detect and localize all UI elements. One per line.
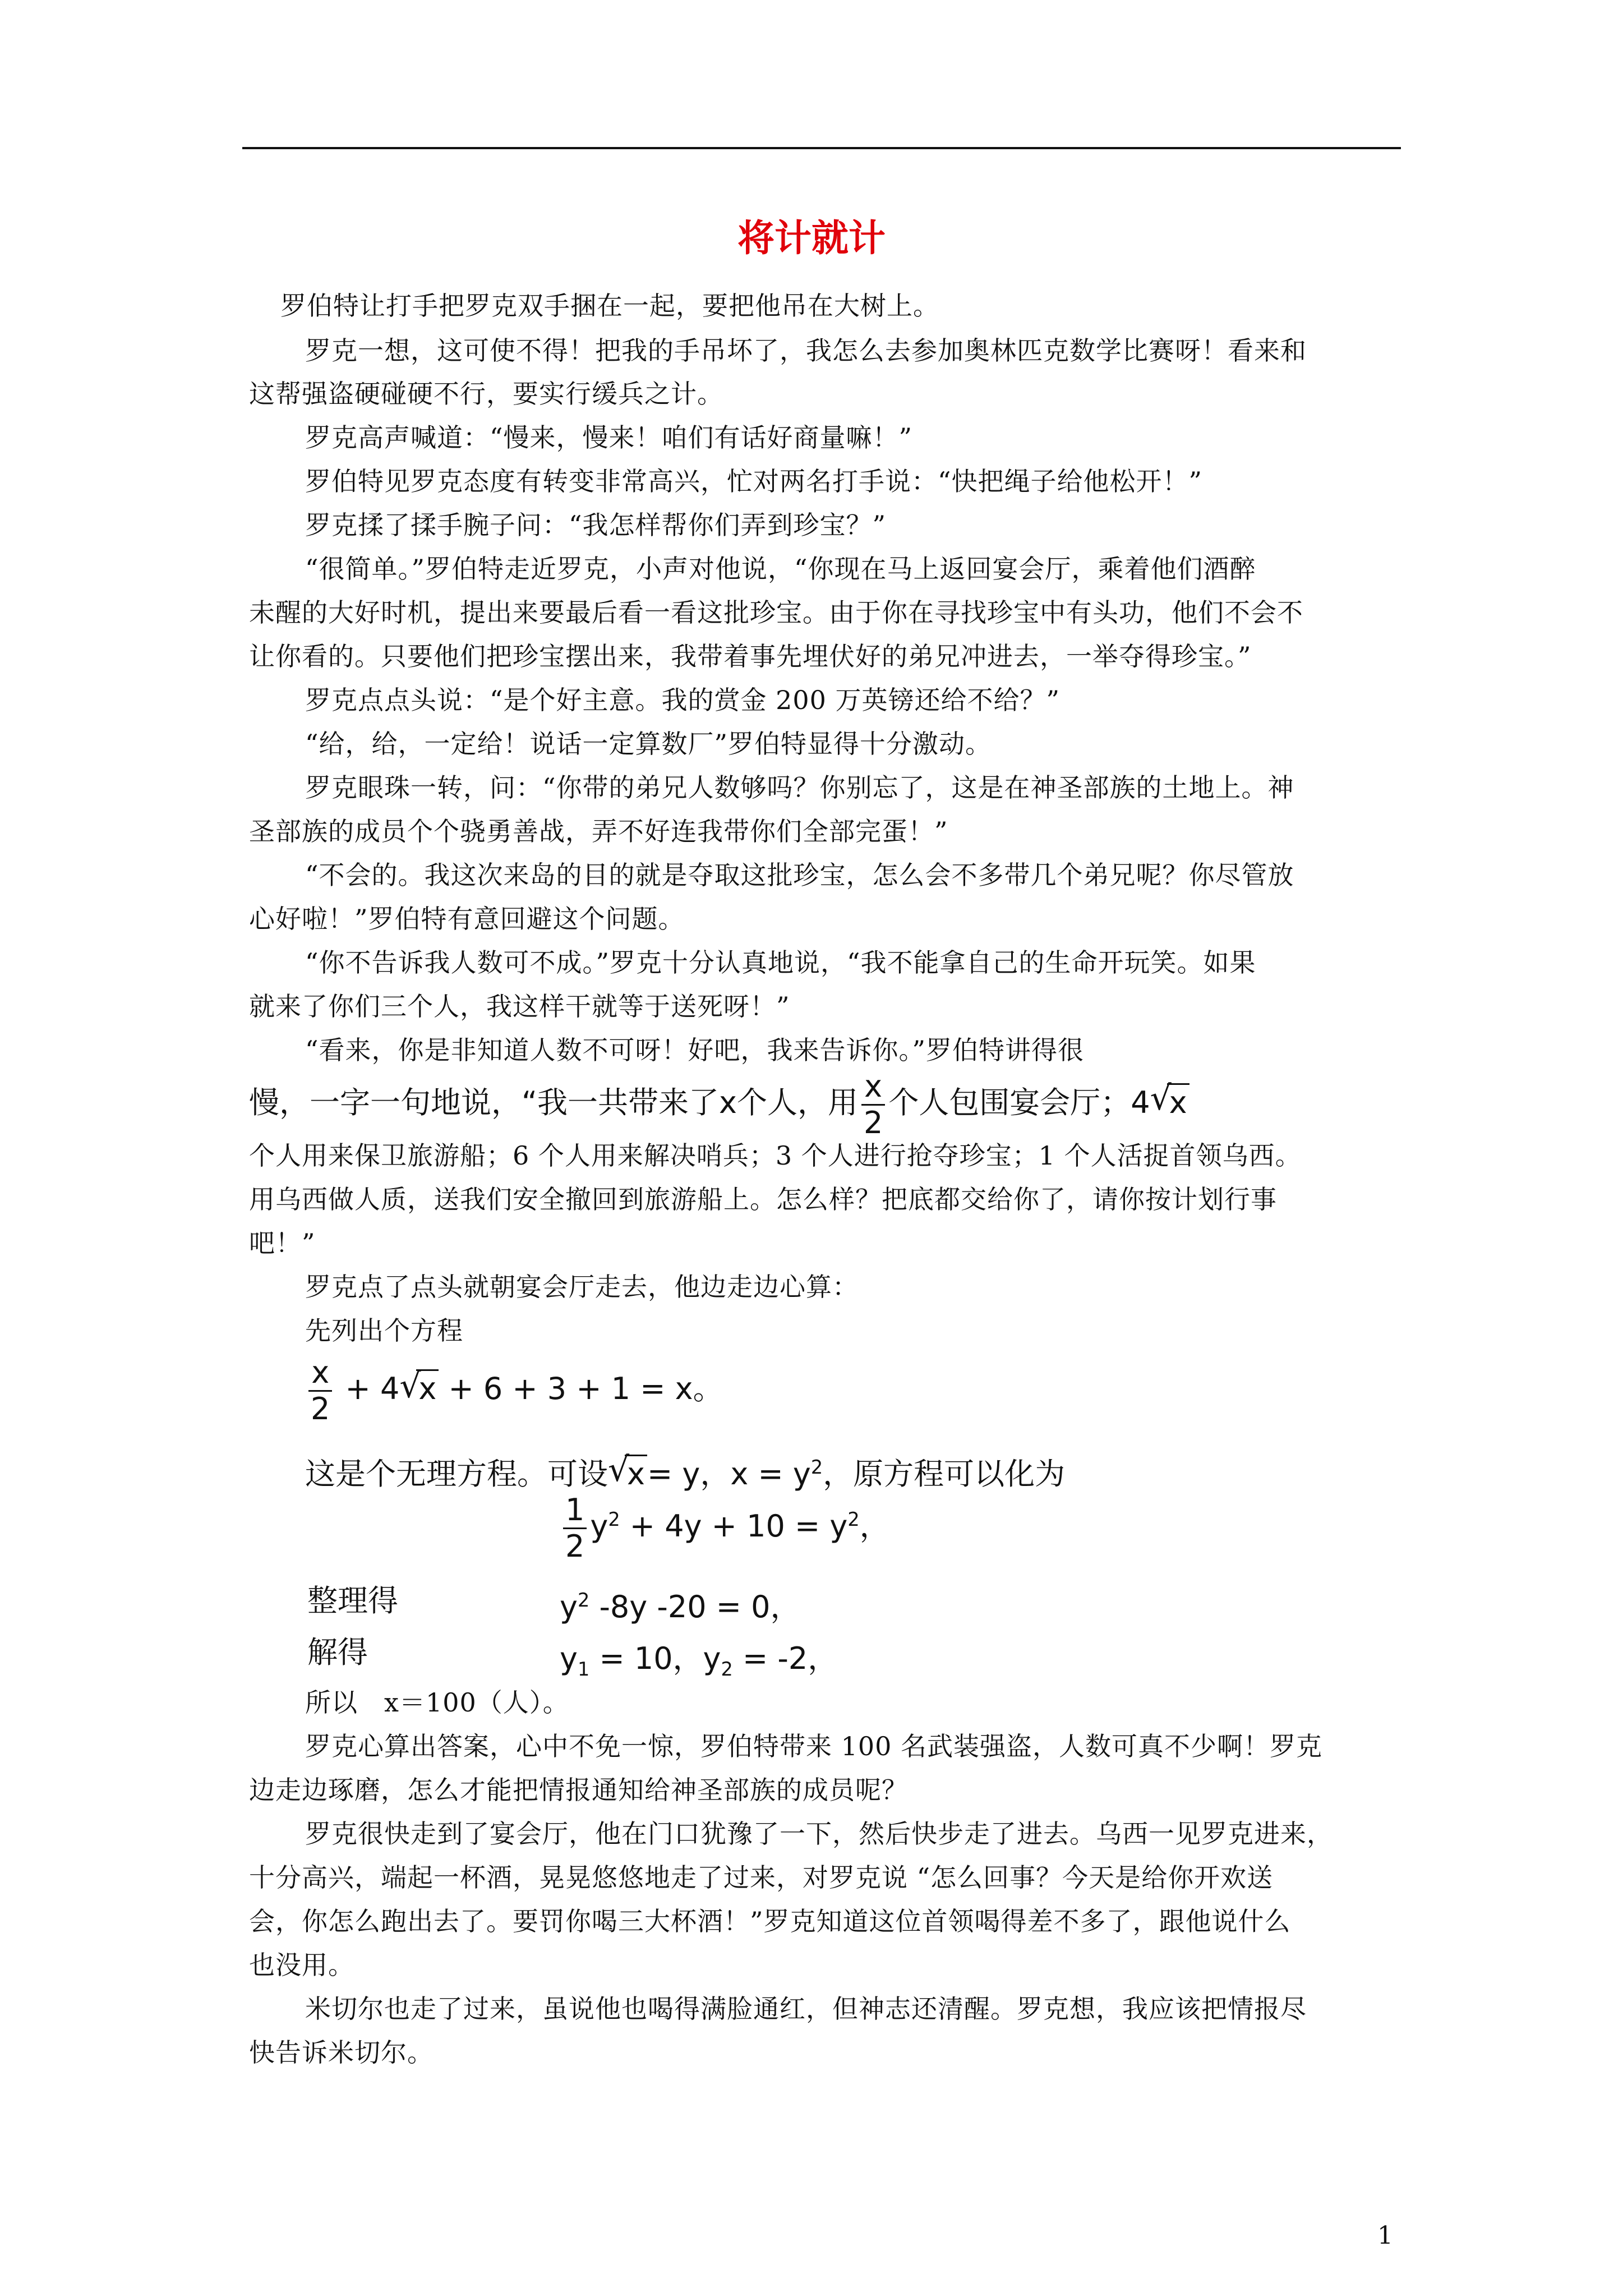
formula-inline-line: [249, 1071, 1189, 1138]
exponent: 2: [810, 1456, 823, 1478]
equation-1: [305, 1355, 723, 1427]
page-title: 将计就计: [737, 217, 886, 260]
text-line: 这帮强盗硬碰硬不行，要实行缓兵之计。: [249, 379, 723, 409]
text-line: 罗克眼珠一转，问：“你带的弟兄人数够吗？你别忘了，这是在神圣部族的土地上。神: [305, 772, 1294, 803]
subscript: 2: [721, 1658, 733, 1680]
text-line: 罗克点了点头就朝宴会厅走去，他边走边心算：: [305, 1272, 859, 1302]
radical-sign: √: [1150, 1079, 1172, 1119]
text-line: 十分高兴，端起一杯酒，晃晃悠悠地走了过来，对罗克说 “怎么回事？今天是给你开欢送: [249, 1862, 1274, 1893]
equation-text: + 6 + 3 + 1 = x。: [448, 1371, 723, 1407]
radical-sign: √: [399, 1366, 421, 1406]
text-line: “不会的。我这次来岛的目的就是夺取这批珍宝，怎么会不多带几个弟兄呢？你尽管放: [305, 860, 1294, 890]
text-line: 先列出个方程: [305, 1315, 463, 1346]
header-rule: [242, 147, 1401, 149]
equation-2: [560, 1492, 890, 1564]
fraction-denominator: 2: [565, 1529, 585, 1564]
equation-text: + 4y + 10 = y: [629, 1508, 848, 1544]
text-line: 罗克高声喊道：“慢来，慢来！咱们有话好商量嘛！”: [305, 422, 913, 453]
equation-text: = -2，: [743, 1641, 838, 1676]
fraction: [563, 1492, 587, 1564]
text-line: 罗伯特让打手把罗克双手捆在一起，要把他吊在大树上。: [280, 291, 939, 321]
text-line: 未醒的大好时机，提出来要最后看一看这批珍宝。由于你在寻找珍宝中有头功，他们不会不: [249, 597, 1303, 628]
equation-text: y: [590, 1508, 608, 1544]
text-line: 罗克点点头说：“是个好主意。我的赏金 200 万英镑还给不给？”: [305, 685, 1061, 715]
text-line: 用乌西做人质，送我们安全撤回到旅游船上。怎么样？把底都交给你了，请你按计划行事: [249, 1184, 1277, 1214]
text-line: “给，给，一定给！说话一定算数厂”罗伯特显得十分激动。: [305, 729, 992, 759]
fraction: [861, 1071, 885, 1138]
inline-text: 个人包围宴会厅；4: [888, 1085, 1150, 1121]
equation-text: + 4: [345, 1371, 400, 1407]
equation-text: = 10，y: [599, 1641, 721, 1676]
exponent: 2: [608, 1508, 620, 1531]
fraction: [308, 1355, 332, 1427]
text-line: “看来，你是非知道人数不可呀！好吧，我来告诉你。”罗伯特讲得很: [305, 1035, 1085, 1065]
radicand: x: [1167, 1083, 1189, 1120]
square-root: [399, 1366, 439, 1407]
radical-sign: √: [608, 1450, 630, 1489]
text-line: 就来了你们三个人，我这样干就等于送死呀！”: [249, 991, 790, 1022]
square-root: [1150, 1079, 1189, 1123]
fraction-denominator: 2: [311, 1391, 330, 1427]
fraction-numerator: x: [861, 1071, 885, 1106]
radicand: x: [625, 1455, 647, 1492]
equation-text: ，原方程可以化为: [823, 1456, 1066, 1492]
equation-3: [560, 1583, 801, 1626]
text-line: 罗克心算出答案，心中不免一惊，罗伯特带来 100 名武装强盗，人数可真不少啊！罗克: [305, 1731, 1323, 1761]
square-root: [608, 1450, 647, 1494]
page-number: 1: [1377, 2221, 1393, 2250]
text-line: 罗克揉了揉手腕子问：“我怎样帮你们弄到珍宝？”: [305, 510, 887, 540]
fraction-numerator: 1: [563, 1495, 587, 1529]
fraction-numerator: x: [308, 1358, 332, 1392]
text-line: 圣部族的成员个个骁勇善战，弄不好连我带你们全部完蛋！”: [249, 816, 948, 846]
equation-text: y: [560, 1589, 578, 1625]
text-line: 让你看的。只要他们把珍宝摆出来，我带着事先埋伏好的弟兄冲进去，一举夺得珍宝。”: [249, 641, 1252, 671]
text-line: 吧！”: [249, 1228, 316, 1258]
radicand: x: [416, 1369, 439, 1406]
text-line: 边走边琢磨，怎么才能把情报通知给神圣部族的成员呢？: [249, 1775, 908, 1805]
exponent: 2: [577, 1589, 590, 1611]
fraction-denominator: 2: [863, 1105, 883, 1140]
text-line: 米切尔也走了过来，虽说他也喝得满脸通红，但神志还清醒。罗克想，我应该把情报尽: [305, 1994, 1307, 2024]
text-line: “很简单。”罗伯特走近罗克，小声对他说，“你现在马上返回宴会厅，乘着他们酒醉: [305, 554, 1256, 584]
label-solve: 解得: [307, 1635, 368, 1670]
equation-text: 这是个无理方程。可设: [305, 1456, 608, 1492]
text-line: 也没用。: [249, 1950, 354, 1980]
equation-text: = y，x = y: [647, 1456, 811, 1492]
equation-text: ，: [859, 1508, 890, 1544]
text-line: 所以 x＝100（人）。: [305, 1687, 569, 1718]
exponent: 2: [847, 1508, 860, 1531]
text-line: 罗克很快走到了宴会厅，他在门口犹豫了一下，然后快步走了进去。乌西一见罗克进来，: [305, 1819, 1333, 1849]
text-line: 罗克一想，这可使不得！把我的手吊坏了，我怎么去参加奥林匹克数学比赛呀！看来和: [305, 335, 1307, 366]
equation-text: y: [560, 1641, 578, 1676]
variable-x: x: [718, 1085, 737, 1121]
label-simplify: 整理得: [307, 1583, 398, 1618]
text-line: 快告诉米切尔。: [249, 2037, 434, 2068]
inline-text: 个人，用: [736, 1085, 858, 1121]
text-line: 罗伯特见罗克态度有转变非常高兴，忙对两名打手说：“快把绳子给他松开！”: [305, 466, 1203, 496]
inline-text: 慢，一字一句地说，“我一共带来了: [249, 1085, 719, 1121]
text-line: “你不告诉我人数可不成。”罗克十分认真地说，“我不能拿自己的生命开玩笑。如果: [305, 947, 1256, 978]
text-line: 会，你怎么跑出去了。要罚你喝三大杯酒！”罗克知道这位首领喝得差不多了，跟他说什么: [249, 1906, 1291, 1936]
text-line: 个人用来保卫旅游船；6 个人用来解决哨兵；3 个人进行抢夺珍宝；1 个人活捉首领乌西。: [249, 1140, 1302, 1171]
subscript: 1: [577, 1658, 590, 1680]
text-line: 心好啦！”罗伯特有意回避这个问题。: [249, 904, 685, 934]
substitution-line: [305, 1447, 1065, 1494]
equation-4: [560, 1635, 838, 1680]
equation-text: -8y -20 = 0，: [599, 1589, 801, 1625]
